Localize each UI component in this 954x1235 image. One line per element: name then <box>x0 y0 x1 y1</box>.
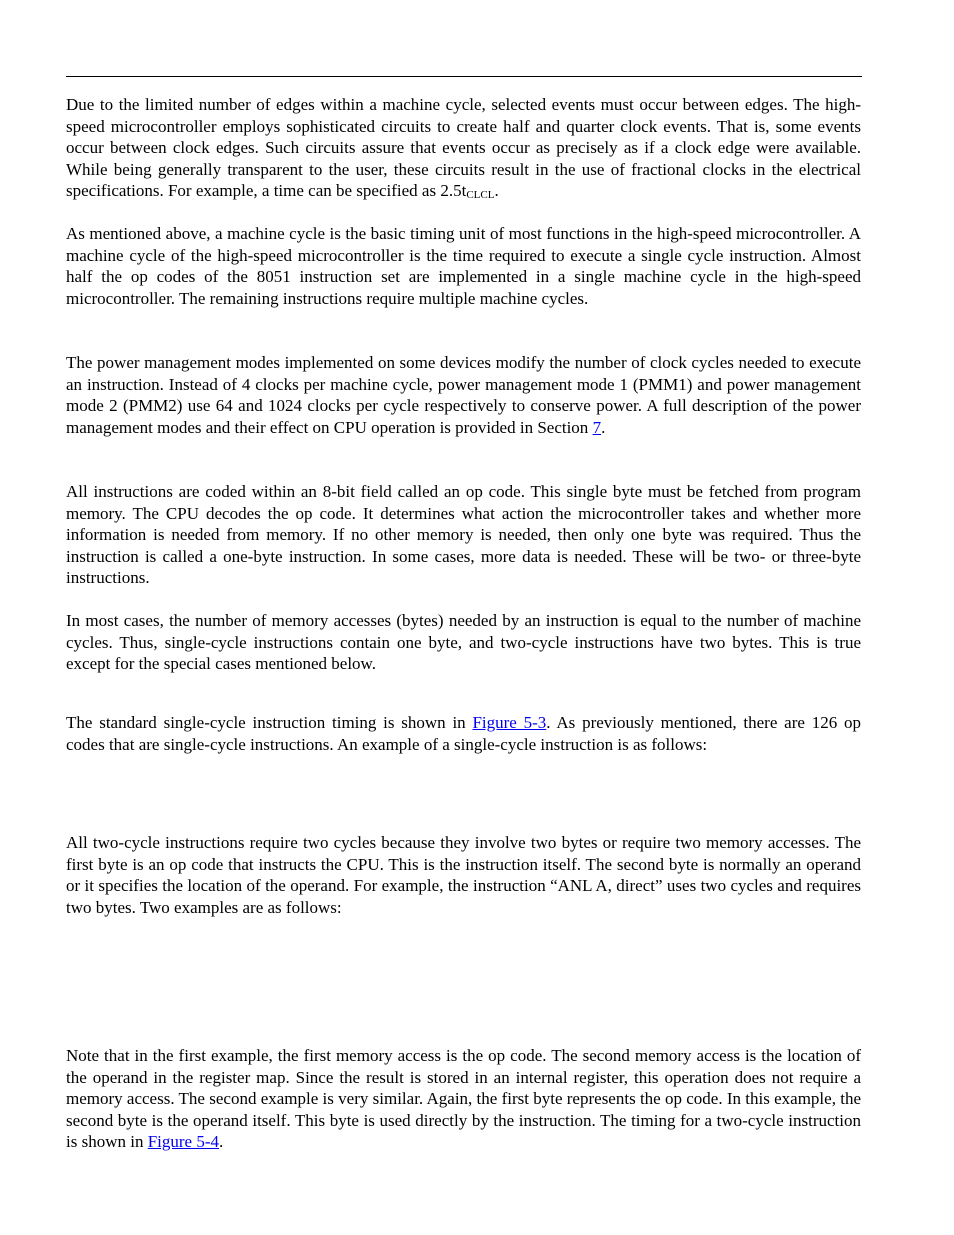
paragraph-single-cycle <box>66 712 861 755</box>
figure-5-3-link[interactable]: Figure 5-3 <box>472 713 547 732</box>
paragraph-end: . <box>219 1132 224 1151</box>
section-7-link[interactable]: 7 <box>592 417 602 437</box>
paragraph-two-cycle <box>66 832 861 918</box>
paragraph-two-cycle-note <box>66 1045 861 1153</box>
header-rule <box>66 76 862 77</box>
clcl-subscript: CLCL <box>466 189 495 201</box>
paragraph-text: As mentioned above, a machine cycle is the basic timing unit of most functions in the high-speed microcontroller. A machine cycle of the high-speed microcontroller is the time required to execute a single cycle instruction. Almost half the op codes of the 8051 instruction set are implemented in a single machine cycle in the high-speed microcontroller. The remaining instructions require multiple machine cycles. <box>66 224 861 308</box>
paragraph-text: All two-cycle instructions require two cycles because they involve two bytes or require two memory accesses. The first byte is an op code that instructs the CPU. This is the instruction itself. The second byte is normally an operand or it specifies the location of the operand. For example, the instruction “ANL A, direct” uses two cycles and requires two bytes. Two examples are as follows: <box>66 833 861 917</box>
paragraph-machine-cycle <box>66 223 861 309</box>
paragraph-end: . <box>601 417 606 437</box>
paragraph-fractional-clocks <box>66 94 861 202</box>
paragraph-text: Note that in the first example, the first memory access is the op code. The second memory access is the location of the operand in the register map. Since the result is stored in an internal register, this operation does not require a memory access. The second example is very similar. Again, the first byte represents the op code. In this example, the second byte is the operand itself. This byte is used directly by the instruction. The timing for a two-cycle instruction is shown in <box>66 1046 861 1151</box>
paragraph-text: The power management modes implemented on some devices modify the number of clock cycles needed to execute an instruction. Instead of 4 clocks per machine cycle, power management mode 1 (PMM1) and power management mode 2 (PMM2) use 64 and 1024 clocks per cycle respectively to conserve power. A full description of the power management modes and their effect on CPU operation is provided in Section <box>66 353 861 437</box>
paragraph-memory-accesses <box>66 610 861 675</box>
paragraph-text: In most cases, the number of memory accesses (bytes) needed by an instruction is equal to the number of machine cycles. Thus, single-cycle instructions contain one byte, and two-cycle instructions have two bytes. This is true except for the special cases mentioned below. <box>66 611 861 673</box>
paragraph-power-management <box>66 352 861 438</box>
figure-5-4-link[interactable]: Figure 5-4 <box>147 1132 220 1151</box>
paragraph-end: . <box>494 181 499 200</box>
paragraph-text: All instructions are coded within an 8-bit field called an op code. This single byte must be fetched from program memory. The CPU decodes the op code. It determines what action the microcontroller takes and whether more information is needed from memory. If no other memory is needed, then only one byte was required. Thus the instruction is called a one-byte instruction. In some cases, more data is needed. These will be two- or three-byte instructions. <box>66 482 861 587</box>
paragraph-op-code <box>66 481 861 589</box>
paragraph-text: Due to the limited number of edges within a machine cycle, selected events must occur between edges. The high-speed microcontroller employs sophisticated circuits to create half and quarter clock events. That is, some events occur between clock edges. Such circuits assure that events occur as precisely as if a clock edge were available. While being generally transparent to the user, these circuits result in the use of fractional clocks in the electrical specifications. For example, a time can be specified as 2.5t <box>66 95 861 200</box>
paragraph-text: The standard single-cycle instruction timing is shown in <box>66 713 473 732</box>
paragraph-continuation: . As previously mentioned, there are 126 op codes that are single-cycle instructions. An example of a single-cycle instruction is as follows: <box>66 713 861 754</box>
